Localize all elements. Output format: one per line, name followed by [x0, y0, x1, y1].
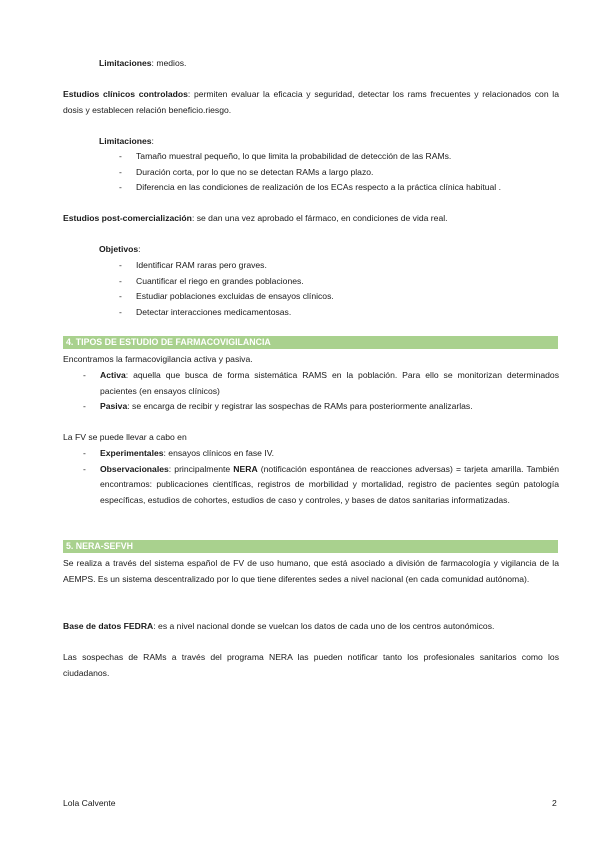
suffix: : [138, 244, 141, 254]
label: Limitaciones [99, 136, 152, 146]
term: Experimentales [100, 448, 164, 458]
estudios-clinicos-paragraph [63, 87, 559, 118]
fv-llevar-a-cabo: La FV se puede llevar a cabo en [63, 432, 187, 442]
term: Base de datos FEDRA [63, 621, 154, 631]
objetivos-heading [99, 242, 559, 258]
list-item: - Diferencia en las condiciones de realización de los ECAs respecto a la práctica clínica habitual . [116, 180, 559, 196]
fedra-paragraph [63, 619, 559, 635]
label: Limitaciones [99, 58, 152, 68]
footer-author: Lola Calvente [63, 798, 116, 808]
suffix: : [151, 136, 154, 146]
text: : principalmente [168, 463, 234, 474]
text: : medios. [151, 58, 187, 68]
list-item: - Duración corta, por lo que no se detectan RAMs a largo plazo. [116, 165, 559, 181]
fv-types-list [80, 368, 559, 415]
limitaciones-list [116, 149, 559, 196]
text: : ensayos clínicos en fase IV. [163, 448, 275, 458]
text: : aquella que busca de forma sistemática RAMS en la población. Para ello se monitorizan determinados pacientes (en ensayos clínicos) [100, 370, 559, 396]
nera-description: Se realiza a través del sistema español de FV de uso humano, que está asociado a división de farmacología y vigilancia de la AEMPS. Es un sistema descentralizado por lo que tiene diferentes sedes a nivel nacional (en cada comunidad autónoma). [63, 558, 559, 584]
term: Activa [100, 370, 126, 380]
list-item: - Cuantificar el riego en grandes poblaciones. [116, 274, 559, 290]
page-number: 2 [552, 798, 557, 808]
label: Objetivos [99, 244, 139, 254]
text: : se encarga de recibir y registrar las sospechas de RAMs para posteriormente analizarlas. [127, 401, 473, 411]
list-item: - Detectar interacciones medicamentosas. [116, 305, 559, 321]
fv-studies-list [80, 446, 559, 508]
list-item [80, 446, 559, 462]
list-item [80, 368, 559, 399]
text: : se dan una vez aprobado el fármaco, en condiciones de vida real. [191, 213, 448, 223]
fv-activa-pasiva-intro: Encontramos la farmacovigilancia activa y pasiva. [63, 354, 253, 364]
section-heading-5: 5. NERA-SEFVH [63, 540, 558, 553]
section-heading-4: 4. TIPOS DE ESTUDIO DE FARMACOVIGILANCIA [63, 336, 558, 349]
list-item [80, 399, 559, 415]
term: Pasiva [100, 401, 128, 411]
post-comercializacion-paragraph [63, 211, 559, 227]
term: Estudios post-comercialización [63, 213, 192, 223]
text: : es a nivel nacional donde se vuelcan los datos de cada uno de los centros autonómicos. [153, 621, 495, 631]
list-item: - Identificar RAM raras pero graves. [116, 258, 559, 274]
limitaciones-medios [99, 56, 559, 72]
objetivos-list [116, 258, 559, 320]
list-item: - Estudiar poblaciones excluidas de ensayos clínicos. [116, 289, 559, 305]
list-item: - Tamaño muestral pequeño, lo que limita la probabilidad de detección de las RAMs. [116, 149, 559, 165]
term: NERA [233, 463, 258, 474]
text: (notificación espontánea de reacciones adversas) = tarjeta amarilla. También encontramos: publicaciones científicas, registros de morbilidad y mortalidad, registro de pacientes según patología específicas, estudios de cohortes, estudios de caso y controles, y bases de datos sanitarias informatizadas. [100, 463, 559, 505]
notificacion-paragraph: Las sospechas de RAMs a través del programa NERA las pueden notificar tanto los profesionales sanitarios como los ciudadanos. [63, 652, 559, 678]
list-item [80, 462, 559, 509]
term: Estudios clínicos controlados [63, 89, 188, 99]
term: Observacionales [100, 463, 169, 474]
limitaciones-heading [99, 134, 559, 150]
text: : permiten evaluar la eficacia y seguridad, detectar los rams frecuentes y relacionados con la dosis y establecen relación beneficio.riesgo. [63, 89, 559, 115]
